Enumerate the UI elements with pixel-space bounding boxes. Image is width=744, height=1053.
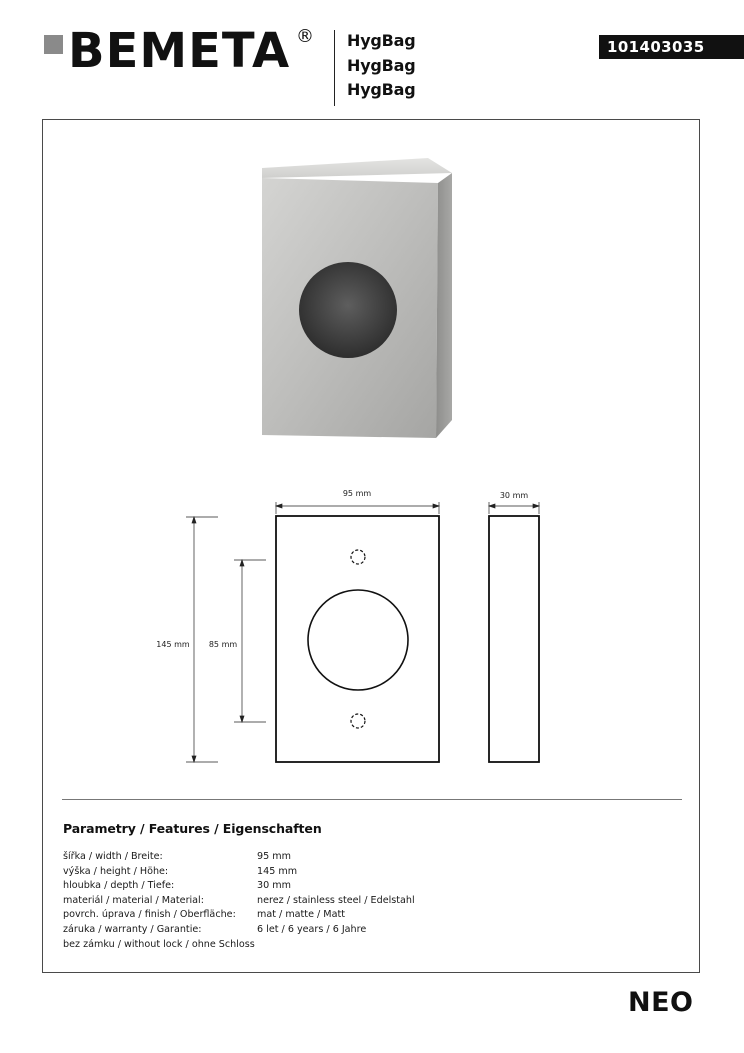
screw-hole-top-icon bbox=[351, 550, 365, 564]
side-view-outline bbox=[489, 516, 539, 762]
product-name: HygBag bbox=[347, 80, 416, 99]
spec-name: materiál / material / Material: bbox=[63, 894, 204, 906]
spec-value: 6 let / 6 years / 6 Jahre bbox=[257, 923, 367, 935]
spec-value: nerez / stainless steel / Edelstahl bbox=[257, 894, 415, 906]
spec-row bbox=[63, 908, 623, 923]
hole-spacing-dimension-label: 85 mm bbox=[208, 640, 238, 649]
product-code-badge: 101403035 bbox=[599, 35, 744, 59]
depth-dimension-label: 30 mm bbox=[499, 491, 529, 500]
spec-name: bez zámku / without lock / ohne Schloss bbox=[63, 938, 255, 950]
depth-dimension bbox=[489, 502, 539, 514]
hole-spacing-dimension bbox=[234, 560, 266, 722]
spec-row bbox=[63, 923, 623, 938]
spec-name: šířka / width / Breite: bbox=[63, 851, 163, 862]
brand-logo: BEMETA bbox=[68, 23, 291, 79]
spec-value: 95 mm bbox=[257, 851, 291, 862]
spec-name: záruka / warranty / Garantie: bbox=[63, 923, 202, 935]
product-name: HygBag bbox=[347, 31, 416, 50]
technical-drawing bbox=[150, 480, 570, 780]
opening-circle bbox=[308, 590, 408, 690]
product-title-block bbox=[347, 29, 416, 103]
spec-row bbox=[63, 938, 623, 953]
front-view-outline bbox=[276, 516, 439, 762]
width-dimension bbox=[276, 502, 439, 514]
spec-row bbox=[63, 894, 623, 909]
spec-name: hloubka / depth / Tiefe: bbox=[63, 880, 175, 892]
spec-name: výška / height / Höhe: bbox=[63, 865, 169, 877]
spec-value: 145 mm bbox=[257, 865, 298, 877]
section-divider bbox=[62, 799, 682, 800]
photo-top-face bbox=[262, 158, 452, 178]
photo-opening-hole bbox=[299, 262, 397, 358]
height-dimension-label: 145 mm bbox=[156, 640, 190, 649]
logo-square-icon bbox=[44, 35, 63, 54]
spec-name: povrch. úprava / finish / Oberfläche: bbox=[63, 909, 236, 921]
photo-side-face bbox=[436, 173, 452, 438]
spec-row bbox=[63, 850, 623, 865]
spec-value: 30 mm bbox=[257, 880, 291, 892]
header-divider bbox=[334, 30, 335, 106]
product-photo bbox=[250, 155, 460, 445]
spec-value: mat / matte / Matt bbox=[257, 909, 345, 921]
product-name: HygBag bbox=[347, 55, 416, 75]
registered-mark: ® bbox=[296, 26, 314, 47]
spec-row bbox=[63, 879, 623, 894]
series-name: NEO bbox=[628, 987, 694, 1018]
spec-row bbox=[63, 865, 623, 880]
screw-hole-bottom-icon bbox=[351, 714, 365, 728]
features-table bbox=[63, 850, 623, 952]
width-dimension-label: 95 mm bbox=[342, 489, 372, 498]
features-heading: Parametry / Features / Eigenschaften bbox=[63, 821, 322, 836]
